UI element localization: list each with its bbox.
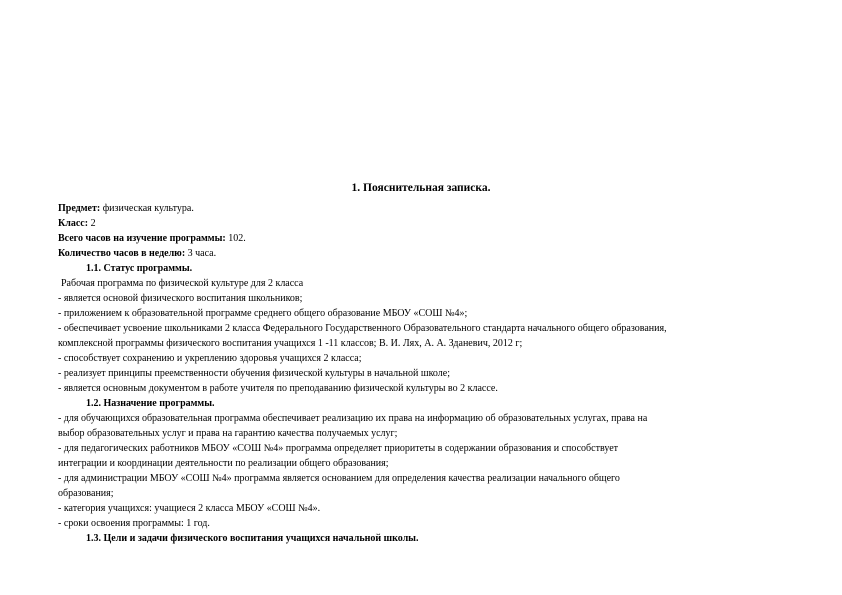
list-item: - обеспечивает усвоение школьниками 2 класса Федерального Государственного Образовательного стандарта начального общего образования, [58, 323, 667, 334]
subject-value: физическая культура. [100, 203, 194, 214]
list-item: - реализует принципы преемственности обучения физической культуры в начальной школе; [58, 368, 451, 379]
subject-label: Предмет: [58, 203, 101, 214]
class-label: Класс: [58, 218, 89, 229]
list-item: - является основой физического воспитания школьников; [58, 293, 303, 304]
hours-total-value: 102. [225, 233, 246, 244]
section-heading-goals: 1.3. Цели и задачи физического воспитания учащихся начальной школы. [86, 533, 419, 544]
document-body [58, 201, 788, 546]
list-item-continuation: образования; [58, 488, 114, 499]
hours-total-line [58, 231, 788, 246]
list-item-continuation: интеграции и координации деятельности по реализации общего образования; [58, 458, 389, 469]
list-item-continuation: комплексной программы физического воспитания учащихся 1 -11 классов; В. И. Лях, А. А. Зданевич, 2012 г; [58, 338, 523, 349]
list-item: - является основным документом в работе учителя по преподаванию физической культуры во 2 классе. [58, 383, 498, 394]
hours-total-label: Всего часов на изучение программы: [58, 233, 226, 244]
class-line [58, 216, 788, 231]
subject-line [58, 201, 788, 216]
document-title: 1. Пояснительная записка. [351, 182, 491, 194]
hours-week-value: 3 часа. [185, 248, 217, 259]
list-item: - для педагогических работников МБОУ «СОШ №4» программа определяет приоритеты в содержании образования и способствует [58, 443, 619, 454]
list-item: - для администрации МБОУ «СОШ №4» программа является основанием для определения качества реализации начального общего [58, 473, 620, 484]
list-item: - для обучающихся образовательная программа обеспечивает реализацию их права на информацию об образовательных услугах, права на [58, 413, 648, 424]
hours-week-line [58, 246, 788, 261]
list-item: - категория учащихся: учащиеся 2 класса МБОУ «СОШ №4». [58, 503, 321, 514]
section-heading-purpose: 1.2. Назначение программы. [86, 398, 215, 409]
paragraph-line: Рабочая программа по физической культуре для 2 класса [61, 278, 304, 289]
list-item: - сроки освоения программы: 1 год. [58, 518, 210, 529]
class-value: 2 [88, 218, 96, 229]
list-item-continuation: выбор образовательных услуг и права на гарантию качества получаемых услуг; [58, 428, 398, 439]
list-item: - приложением к образовательной программе среднего общего образование МБОУ «СОШ №4»; [58, 308, 468, 319]
list-item: - способствует сохранению и укреплению здоровья учащихся 2 класса; [58, 353, 362, 364]
section-heading-status: 1.1. Статус программы. [86, 263, 193, 274]
hours-week-label: Количество часов в неделю: [58, 248, 186, 259]
